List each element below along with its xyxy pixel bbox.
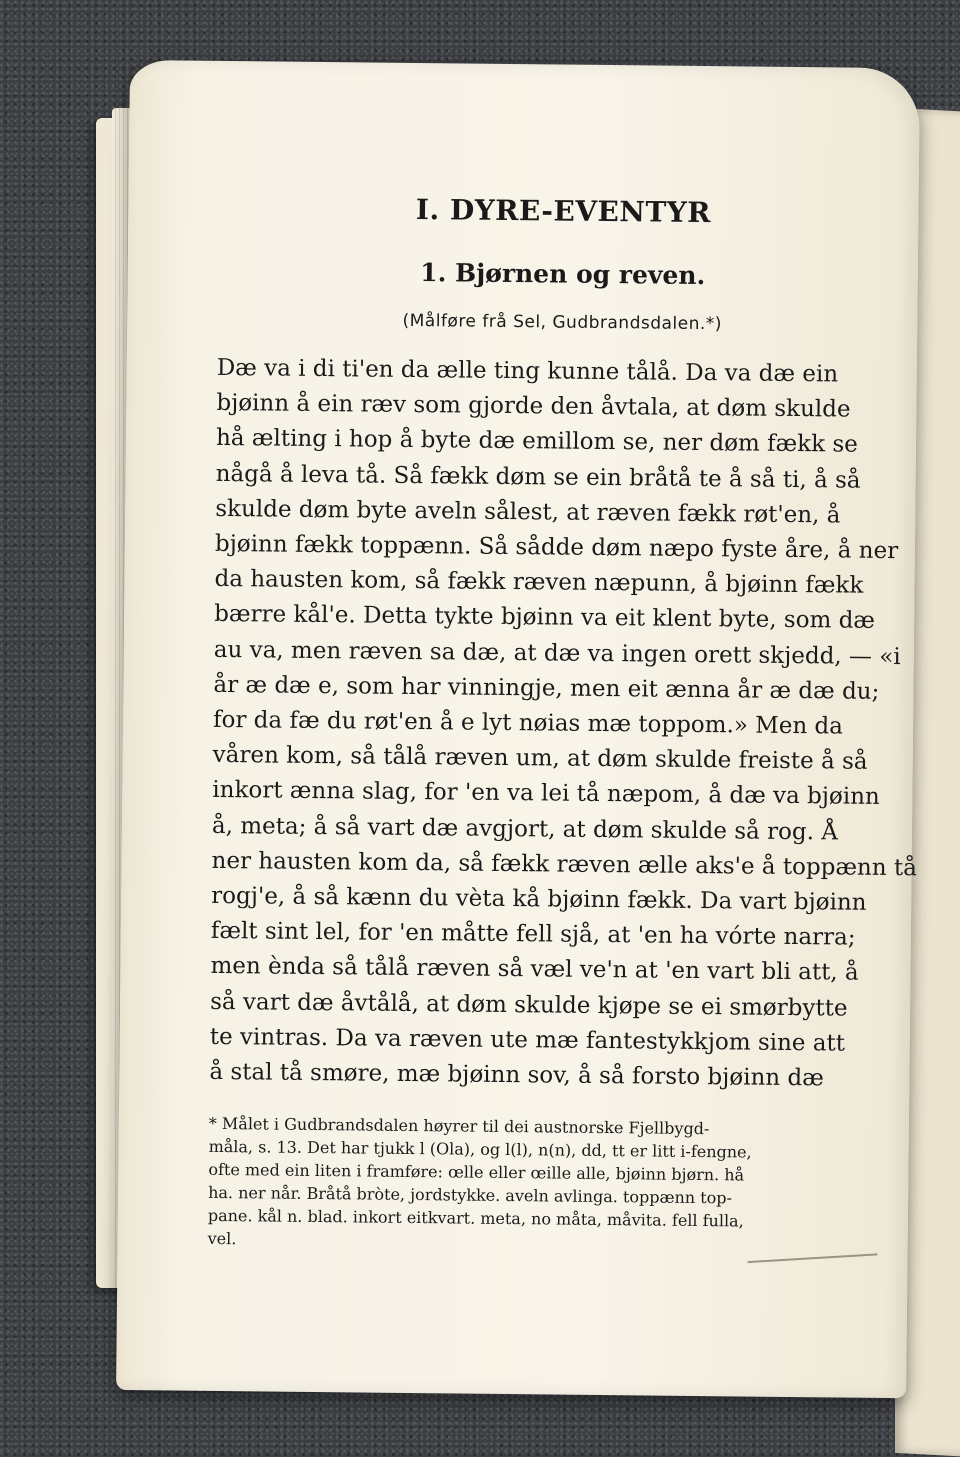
- footnote-line: vel.: [207, 1229, 237, 1249]
- text-line: någå å leva tå. Så fækk døm se ein bråtå te å så ti, å så: [215, 460, 861, 494]
- text-line: Dæ va i di ti'en da ælle ting kunne tålå. Da va dæ ein: [216, 354, 839, 388]
- text-line: da hausten kom, så fækk ræven næpunn, å bjøinn fækk: [214, 566, 864, 599]
- text-line: skulde døm byte aveln sålest, at ræven fækk røt'en, å: [215, 495, 841, 529]
- text-line: te vintras. Da va ræven ute mæ fantestykkjom sine att: [209, 1023, 846, 1057]
- text-line: fælt sint lel, for 'en måtte fell sjå, at 'en ha vórte narra;: [210, 918, 856, 951]
- text-line: au va, men ræven sa dæ, at dæ va ingen orett skjedd, — «i: [213, 636, 901, 670]
- text-line: for da fæ du røt'en å e lyt nøias mæ toppom.» Men da: [212, 706, 844, 740]
- footnote-line: * Målet i Gudbrandsdalen høyrer til dei austnorske Fjellbygd-: [208, 1114, 710, 1139]
- text-line: å stal tå smøre, mæ bjøinn sov, å så forsto bjøinn dæ: [209, 1058, 824, 1092]
- text-line: men ènda så tålå ræven så væl ve'n at 'en vart bli att, å: [210, 953, 859, 987]
- page-content: [207, 191, 918, 1257]
- story-title: 1. Bjørnen og reven.: [420, 258, 706, 291]
- story-text: [209, 351, 918, 1097]
- footnote: [208, 1112, 859, 1257]
- footnote-line: ha. ner når. Bråtå bròte, jordstykke. aveln avlinga. toppænn top-: [208, 1183, 733, 1208]
- text-line: bjøinn å ein ræv som gjorde den åvtala, at døm skulde: [216, 390, 851, 423]
- text-line: hå ælting i hop å byte dæ emillom se, ner døm fækk se: [215, 425, 858, 459]
- footnote-line: ofte med ein liten i framføre: œlle eller œille alle, bjøinn bjørn. hå: [208, 1160, 745, 1185]
- text-line: bjøinn fækk toppænn. Så sådde døm næpo fyste åre, å ner: [214, 530, 899, 565]
- text-line: bærre kål'e. Detta tykte bjøinn va eit klent byte, som dæ: [214, 601, 876, 635]
- text-line: inkort ænna slag, for 'en va lei tå næpom, å dæ va bjøinn: [212, 777, 880, 811]
- section-title: I. DYRE-EVENTYR: [415, 193, 712, 230]
- book-page: [116, 60, 920, 1398]
- footnote-line: pane. kål n. blad. inkort eitkvart. meta, no måta, måvita. fell fulla,: [207, 1206, 744, 1231]
- text-line: år æ dæ e, som har vinningje, men eit ænna år æ dæ du;: [213, 671, 880, 705]
- text-line: ner hausten kom da, så fækk ræven ælle aks'e å toppænn tå: [211, 847, 918, 882]
- text-line: å, meta; å så vart dæ avgjort, at døm skulde så rog. Å: [211, 812, 839, 846]
- text-line: så vart dæ åvtålå, at døm skulde kjøpe se ei smørbytte: [210, 988, 848, 1022]
- text-line: rogj'e, å så kænn du vèta kå bjøinn fækk. Da vart bjøinn: [211, 882, 867, 916]
- dialect-note: (Målføre frå Sel, Gudbrandsdalen.*): [402, 310, 723, 335]
- text-line: våren kom, så tålå ræven um, at døm skulde freiste å så: [212, 742, 868, 775]
- footnote-line: måla, s. 13. Det har tjukk l (Ola), og l(l), n(n), dd, tt er litt i-fengne,: [208, 1137, 752, 1162]
